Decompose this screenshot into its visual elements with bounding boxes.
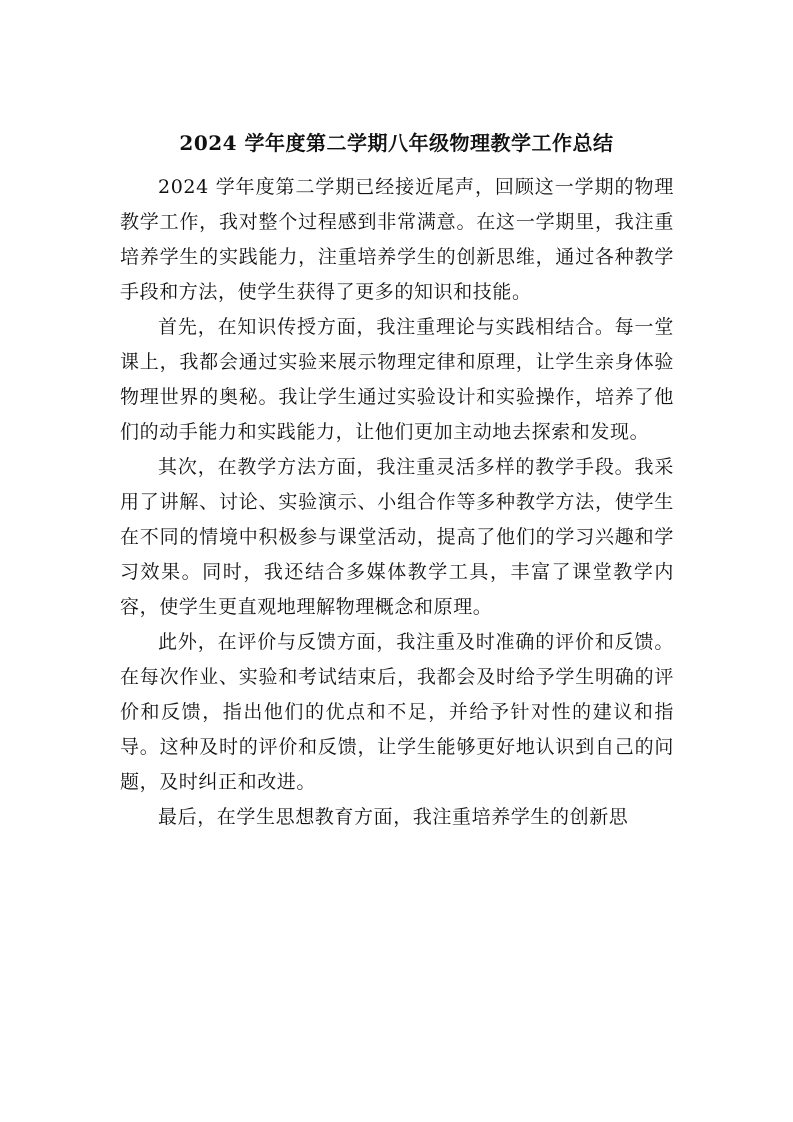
paragraph-education: 最后，在学生思想教育方面，我注重培养学生的创新思 bbox=[158, 806, 629, 828]
document-title: 2024 学年度第二学期八年级物理教学工作总结 bbox=[179, 131, 614, 155]
paragraph-feedback: 此外，在评价与反馈方面，我注重及时准确的评价和反馈。在每次作业、实验和考试结束后，我都会及时给予学生明确的评价和反馈，指出他们的优点和不足，并给予针对性的建议和指导。这种及时的评价和反馈，让学生能够更好地认识到自己的问题，及时纠正和改进。 bbox=[120, 631, 674, 793]
document-body bbox=[120, 170, 674, 835]
paragraph-methods: 其次，在教学方法方面，我注重灵活多样的教学手段。我采用了讲解、讨论、实验演示、小组合作等多种教学方法，使学生在不同的情境中积极参与课堂活动，提高了他们的学习兴趣和学习效果。同时，我还结合多媒体教学工具，丰富了课堂教学内容，使学生更直观地理解物理概念和原理。 bbox=[120, 456, 674, 618]
paragraph-knowledge: 首先，在知识传授方面，我注重理论与实践相结合。每一堂课上，我都会通过实验来展示物理定律和原理，让学生亲身体验物理世界的奥秘。我让学生通过实验设计和实验操作，培养了他们的动手能力和实践能力，让他们更加主动地去探索和发现。 bbox=[120, 316, 674, 443]
paragraph-intro: 2024 学年度第二学期已经接近尾声，回顾这一学期的物理教学工作，我对整个过程感到非常满意。在这一学期里，我注重培养学生的实践能力，注重培养学生的创新思维，通过各种教学手段和方法，使学生获得了更多的知识和技能。 bbox=[120, 176, 674, 303]
